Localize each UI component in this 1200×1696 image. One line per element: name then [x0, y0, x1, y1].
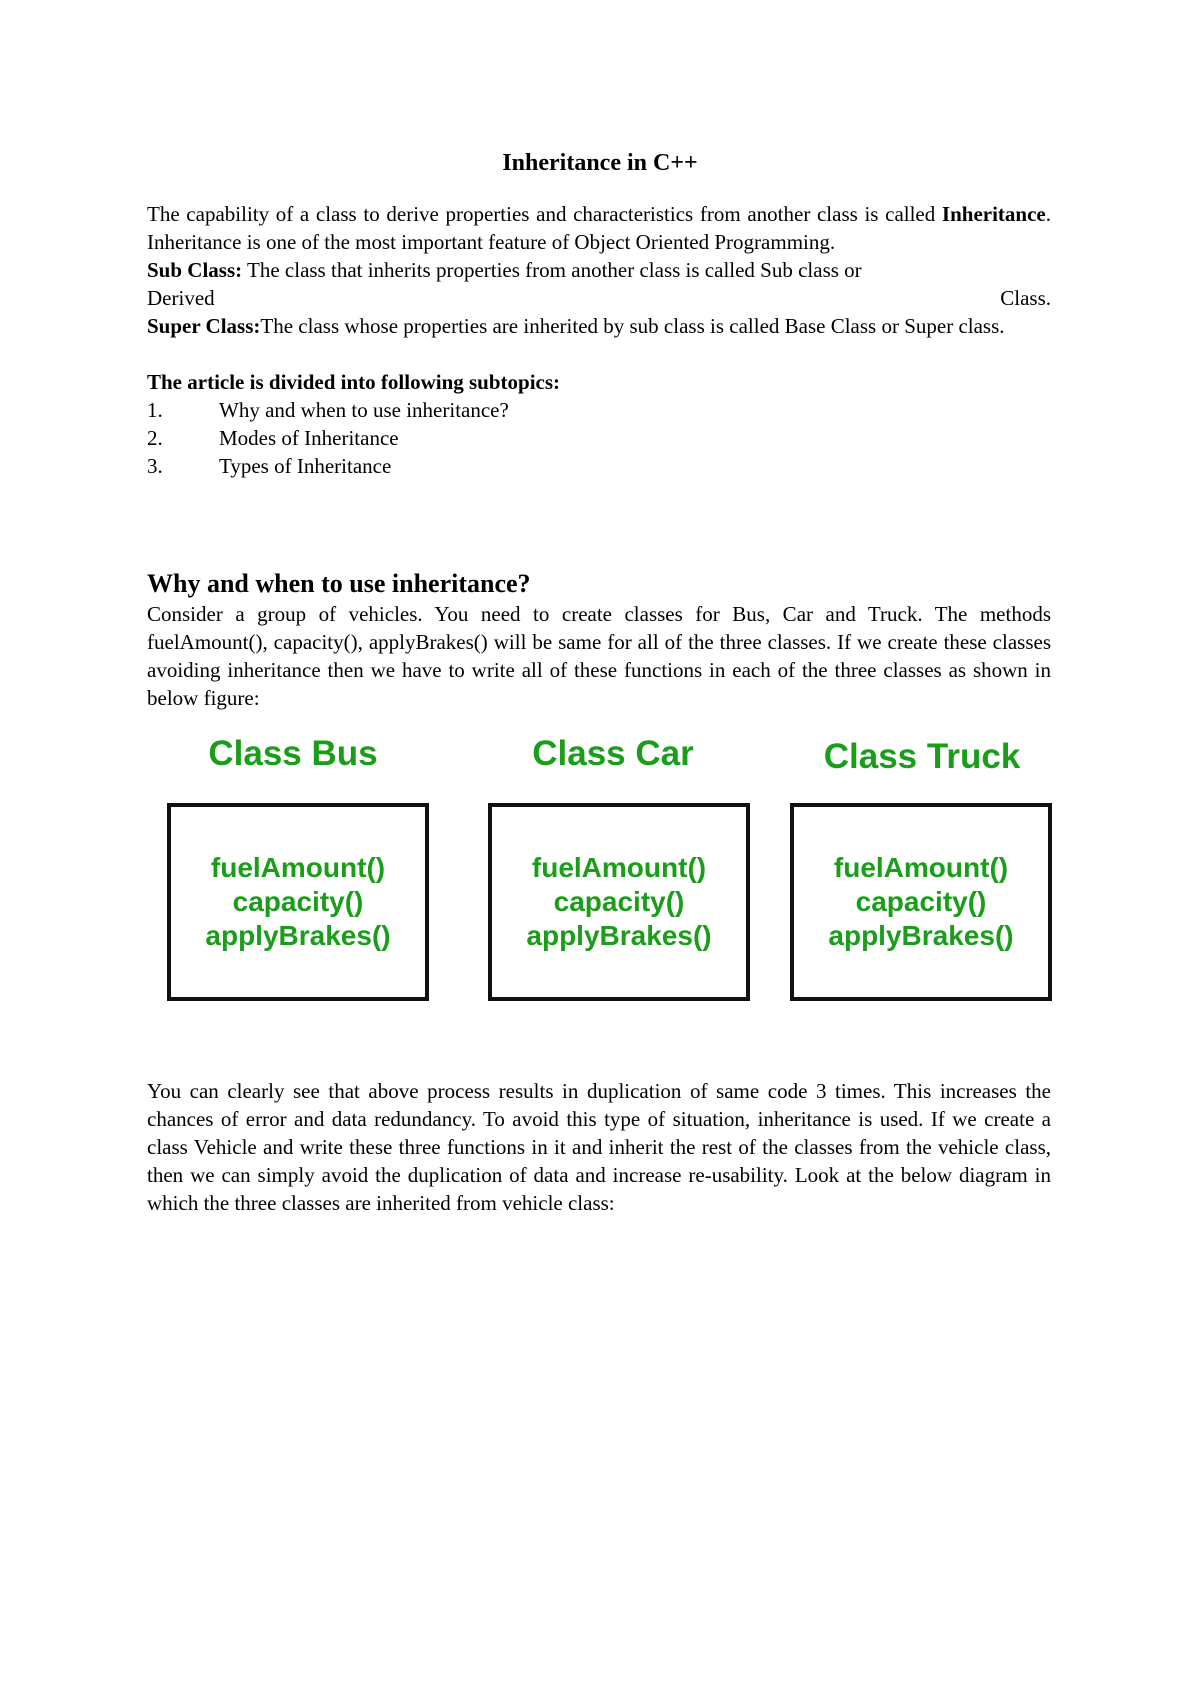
- sub-class-definition-line2: Derived Class.: [147, 286, 1051, 310]
- class-truck-box: [790, 803, 1052, 1001]
- sub-class-label: Sub Class:: [147, 258, 243, 282]
- list-item: 2. Modes of Inheritance: [147, 426, 399, 450]
- method-fuelamount: fuelAmount(): [531, 852, 707, 883]
- subtopics-list: [147, 396, 1051, 480]
- method-applybrakes: applyBrakes(): [205, 920, 391, 951]
- class-car-title: Class Car: [532, 734, 694, 773]
- list-item: 1. Why and when to use inheritance?: [147, 398, 509, 422]
- section-heading: Why and when to use inheritance?: [147, 569, 531, 598]
- subtopics-heading: The article is divided into following subtopics:: [147, 370, 561, 394]
- super-class-label: Super Class:: [147, 314, 261, 338]
- list-item: 3. Types of Inheritance: [147, 454, 392, 478]
- method-applybrakes: applyBrakes(): [828, 920, 1014, 951]
- method-fuelamount: fuelAmount(): [210, 852, 386, 883]
- intro-paragraph: The capability of a class to derive properties and characteristics from another class is called Inheritance. Inheritance is one of the most important feature of Object Oriented Programming.: [147, 202, 1051, 254]
- method-capacity: capacity(): [855, 886, 987, 917]
- sub-class-definition: Sub Class: The class that inherits properties from another class is called Sub class or: [147, 258, 862, 282]
- super-class-definition: Super Class:The class whose properties are inherited by sub class is called Base Class or Super class.: [147, 314, 1005, 338]
- section-paragraph-2: You can clearly see that above process results in duplication of same code 3 times. This increases the chances of error and data redundancy. To avoid this type of situation, inheritance is used. If we create a class Vehicle and write these three functions in it and inherit the rest of the classes from the vehicle class, then we can simply avoid the duplication of data and increase re-usability. Look at the below diagram in which the three classes are inherited from vehicle class:: [147, 1079, 1051, 1215]
- class-bus-box: [167, 803, 429, 1001]
- method-capacity: capacity(): [232, 886, 364, 917]
- page-title: Inheritance in C++: [502, 150, 698, 176]
- section-paragraph-1: Consider a group of vehicles. You need to create classes for Bus, Car and Truck. The methods fuelAmount(), capacity(), applyBrakes() will be same for all of the three classes. If we create these classes avoiding inheritance then we have to write all of these functions in each of the three classes as shown in below figure:: [147, 602, 1051, 710]
- section-after-figure: [147, 1077, 1051, 1217]
- method-applybrakes: applyBrakes(): [526, 920, 712, 951]
- class-bus-title: Class Bus: [208, 734, 378, 773]
- section-why-when: [147, 568, 1051, 712]
- inheritance-term: Inheritance: [941, 202, 1046, 226]
- class-truck-title: Class Truck: [823, 737, 1021, 776]
- method-capacity: capacity(): [553, 886, 685, 917]
- method-fuelamount: fuelAmount(): [833, 852, 1009, 883]
- class-car-box: [488, 803, 750, 1001]
- intro-section: [147, 200, 1051, 480]
